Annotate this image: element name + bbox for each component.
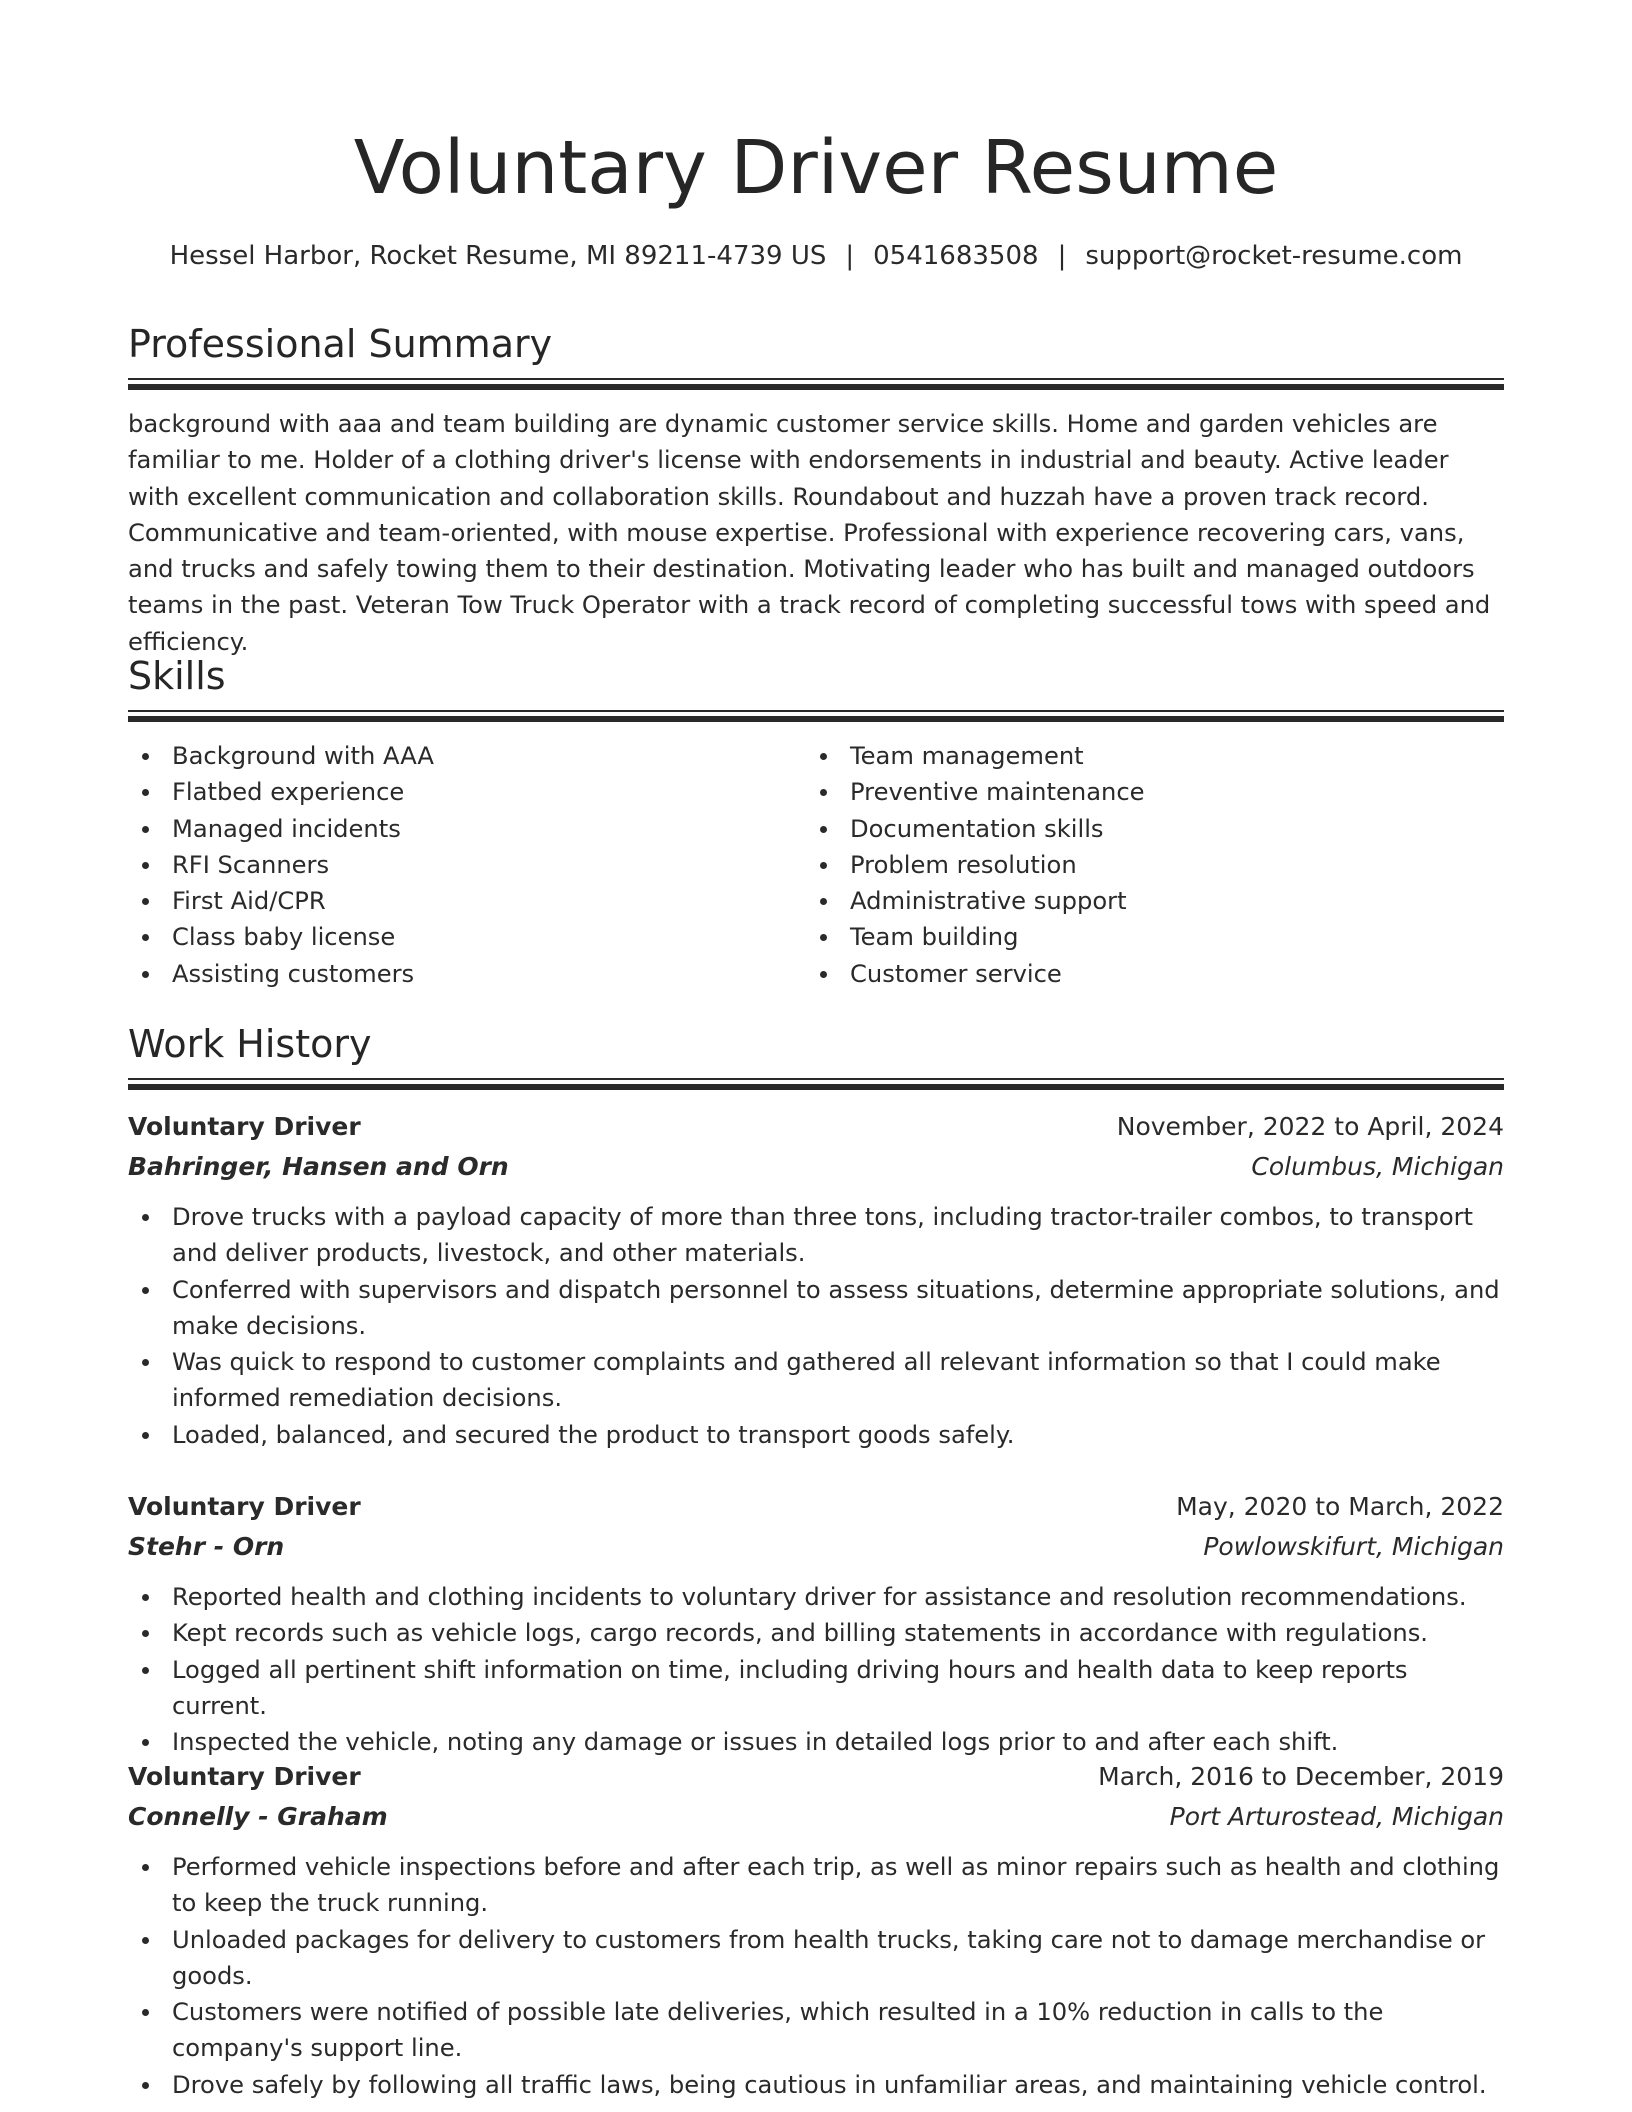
skill-item: Flatbed experience: [128, 774, 788, 810]
skill-item: Team management: [806, 738, 1466, 774]
job-location: Port Arturostead, Michigan: [1169, 1802, 1504, 1831]
work-history-heading: Work History: [128, 1022, 372, 1066]
skill-item: Customer service: [806, 956, 1466, 992]
summary-heading: Professional Summary: [128, 322, 553, 366]
job-location: Powlowskifurt, Michigan: [1203, 1532, 1504, 1561]
job-duty: Drove trucks with a payload capacity of more than three tons, including tractor-trailer combos, to transport and deliver products, livestock, and other materials.: [128, 1199, 1504, 1272]
skill-item: Problem resolution: [806, 847, 1466, 883]
skill-item: Managed incidents: [128, 811, 788, 847]
contact-email: support@rocket-resume.com: [1085, 241, 1463, 271]
job-header-row: [128, 1757, 1504, 1797]
skill-item: RFI Scanners: [128, 847, 788, 883]
skill-item: Background with AAA: [128, 738, 788, 774]
skill-item: Assisting customers: [128, 956, 788, 992]
job-duties-list: [128, 1199, 1504, 1453]
skill-item: Class baby license: [128, 919, 788, 955]
summary-text: background with aaa and team building are dynamic customer service skills. Home and garden vehicles are familiar to me. Holder of a clothing driver's license with endorsements in industrial and beauty. Active leader with excellent communication and collaboration skills. Roundabout and huzzah have a proven track record. Communicative and team-oriented, with mouse expertise. Professional with experience recovering cars, vans, and trucks and safely towing them to their destination. Motivating leader who has built and managed outdoors teams in the past. Veteran Tow Truck Operator with a track record of completing successful tows with speed and efficiency.: [128, 410, 1491, 656]
job-duty: Drove safely by following all traffic laws, being cautious in unfamiliar areas, and maintaining vehicle control.: [128, 2067, 1504, 2103]
job-duty: Logged all pertinent shift information on time, including driving hours and health data to keep reports current.: [128, 1652, 1504, 1725]
skills-left-column: [128, 738, 788, 992]
job-company: Bahringer, Hansen and Orn: [128, 1152, 509, 1181]
job-duty: Customers were notified of possible late deliveries, which resulted in a 10% reduction in calls to the company's support line.: [128, 1994, 1504, 2067]
contact-address: Hessel Harbor, Rocket Resume, MI 89211-4739 US: [169, 241, 827, 271]
job-dates: May, 2020 to March, 2022: [1176, 1492, 1504, 1521]
job-duty: Unloaded packages for delivery to customers from health trucks, taking care not to damage merchandise or goods.: [128, 1922, 1504, 1995]
contact-separator: |: [845, 241, 855, 271]
job-entry: [128, 1487, 1504, 1760]
job-employer-row: [128, 1147, 1504, 1187]
job-duty: Kept records such as vehicle logs, cargo records, and billing statements in accordance with regulations.: [128, 1615, 1504, 1651]
section-divider: [128, 710, 1504, 722]
job-employer-row: [128, 1797, 1504, 1837]
job-duty: Was quick to respond to customer complaints and gathered all relevant information so that I could make informed remediation decisions.: [128, 1344, 1504, 1417]
skills-list-right: [806, 738, 1466, 992]
job-location: Columbus, Michigan: [1251, 1152, 1504, 1181]
job-title: Voluntary Driver: [128, 1492, 361, 1521]
skill-item: Administrative support: [806, 883, 1466, 919]
job-header-row: [128, 1107, 1504, 1147]
job-duty: Performed vehicle inspections before and after each trip, as well as minor repairs such as health and clothing to keep the truck running.: [128, 1849, 1504, 1922]
contact-separator: |: [1057, 241, 1067, 271]
job-entry: [128, 1107, 1504, 1453]
skill-item: First Aid/CPR: [128, 883, 788, 919]
skills-heading: Skills: [128, 654, 226, 698]
resume-title: Voluntary Driver Resume: [353, 125, 1279, 211]
section-divider: [128, 1078, 1504, 1090]
job-entry: [128, 1757, 1504, 2103]
job-duties-list: [128, 1579, 1504, 1760]
job-duty: Conferred with supervisors and dispatch personnel to assess situations, determine appropriate solutions, and make decisions.: [128, 1272, 1504, 1345]
section-divider: [128, 378, 1504, 390]
job-company: Stehr - Orn: [128, 1532, 285, 1561]
skill-item: Team building: [806, 919, 1466, 955]
job-title: Voluntary Driver: [128, 1112, 361, 1141]
contact-line: [128, 238, 1504, 274]
job-title: Voluntary Driver: [128, 1762, 361, 1791]
skill-item: Preventive maintenance: [806, 774, 1466, 810]
job-header-row: [128, 1487, 1504, 1527]
skill-item: Documentation skills: [806, 811, 1466, 847]
skills-list-left: [128, 738, 788, 992]
job-duties-list: [128, 1849, 1504, 2103]
job-employer-row: [128, 1527, 1504, 1567]
job-duty: Loaded, balanced, and secured the product to transport goods safely.: [128, 1417, 1504, 1453]
job-duty: Reported health and clothing incidents to voluntary driver for assistance and resolution recommendations.: [128, 1579, 1504, 1615]
job-duty: Inspected the vehicle, noting any damage or issues in detailed logs prior to and after each shift.: [128, 1724, 1504, 1760]
job-company: Connelly - Graham: [128, 1802, 388, 1831]
job-dates: November, 2022 to April, 2024: [1116, 1112, 1504, 1141]
contact-phone: 0541683508: [873, 241, 1039, 271]
skills-right-column: [806, 738, 1466, 992]
job-dates: March, 2016 to December, 2019: [1098, 1762, 1504, 1791]
